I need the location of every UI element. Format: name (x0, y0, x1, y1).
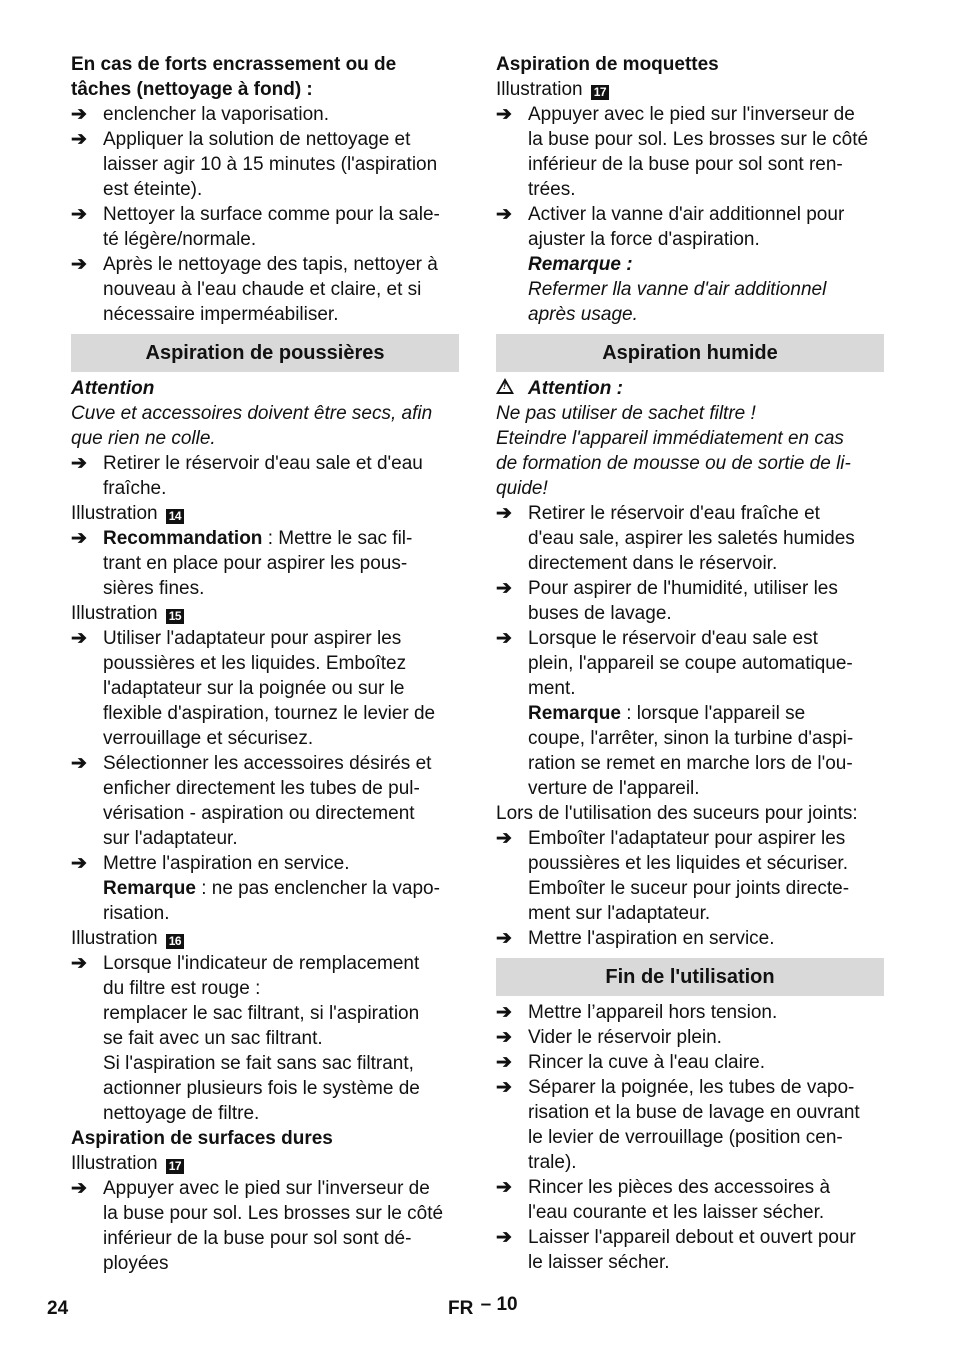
illustration-ref: Illustration 14 (71, 501, 459, 526)
list-item: ➔ Appuyer avec le pied sur l'inverseur de la buse pour sol. Les brosses sur le côté inférieur de la buse pour sol sont ren- trées. (496, 104, 869, 200)
arrow-right-icon: ➔ (496, 1077, 512, 1098)
arrow-right-icon: ➔ (496, 503, 512, 524)
right-column: Aspiration de moquettes Illustration 17 ➔ Appuyer avec le pied sur l'inverseur de la buse pour sol. Les brosses sur le côté inférieur de la buse pour sol sont ren- trées. ➔ Activer la vanne d'air additionnel pour ajuster la force d'aspiration. Remarque : Refermer lla vanne d'air additionnel après usage. Aspiration humide !Attention : Ne pas utiliser de sachet filtre ! Eteindre l'appareil immédiatement en cas de formation de mousse ou de sortie de li- quide! ➔ Retirer le réservoir d'eau fraîche et d'eau sale, aspirer les saletés humides directement dans le réservoir. ➔ Pour aspirer de l'humidité, utiliser les buses de lavage. ➔ Lorsque le réservoir d'eau sale est plein, l'appareil se coupe automatique- ment. Remarque : lorsque l'appareil se coupe, l'arrêter, sinon la turbine d'aspi- ration se remet en marche lors de l'ou- verture de l'appareil. Lors de l'utilisation des suceurs pour joints: ➔ Emboîter l'adaptateur pour aspirer les poussières et les liquides et sécuriser. Emboîter le suceur pour joints directe- ment sur l'adaptateur. ➔ Mettre l'aspiration en service. Fin de l'utilisation ➔ Mettre l’appareil hors tension. ➔ Vider le réservoir plein. ➔ Rincer la cuve à l'eau claire. ➔ Séparer la poignée, les tubes de vapo- risation et la buse de lavage en ouvrant le levier de verrouillage (position cen- trale). ➔ Rincer les pièces des accessoires à l'eau courante et les laisser sécher. ➔ Laisser l'appareil debout et ouvert pour le laisser sécher. (496, 52, 884, 1275)
arrow-right-icon: ➔ (496, 578, 512, 599)
arrow-right-icon: ➔ (496, 628, 512, 649)
list-item: ➔ Mettre l'aspiration en service. Remarque : ne pas enclencher la vapo- risation. (71, 853, 440, 924)
list-item: ➔ enclencher la vaporisation. (71, 104, 330, 125)
list-item: ➔ Séparer la poignée, les tubes de vapo- risation et la buse de lavage en ouvrant le levier de verrouillage (position cen- trale). (496, 1077, 860, 1173)
illustration-ref: Illustration 16 (71, 926, 459, 951)
note-block: Remarque : Refermer lla vanne d'air additionnel après usage. (528, 254, 827, 325)
arrow-right-icon: ➔ (71, 528, 87, 549)
arrow-right-icon: ➔ (496, 828, 512, 849)
list-item: ➔ Emboîter l'adaptateur pour aspirer les poussières et les liquides et sécuriser. Emboîter le suceur pour joints directe- ment sur l'adaptateur. (496, 828, 850, 924)
figure-number-badge: 16 (166, 934, 184, 949)
arrow-right-icon: ➔ (71, 1178, 87, 1199)
language-page-marker: FR – 10 (448, 1294, 518, 1319)
heading-carpets: Aspiration de moquettes (496, 54, 719, 75)
section-title-end: Fin de l'utilisation (496, 958, 884, 996)
list-item: ➔ Nettoyer la surface comme pour la sale- té légère/normale. (71, 204, 440, 250)
list-item: ➔ Mettre l’appareil hors tension. (496, 1002, 778, 1023)
list-item: ➔ Rincer les pièces des accessoires à l'eau courante et les laisser sécher. (496, 1177, 831, 1223)
list-item: ➔ Activer la vanne d'air additionnel pour ajuster la force d'aspiration. (496, 204, 845, 250)
list-item: ➔ Laisser l'appareil debout et ouvert pour le laisser sécher. (496, 1227, 856, 1273)
paragraph-joints: Lors de l'utilisation des suceurs pour joints: (496, 803, 858, 824)
arrow-right-icon: ➔ (71, 953, 87, 974)
note-block: Remarque : lorsque l'appareil se coupe, l'arrêter, sinon la turbine d'aspi- ration se remet en marche lors de l'ou- verture de l'appareil. (528, 703, 854, 799)
list-item: ➔ Mettre l'aspiration en service. (496, 928, 775, 949)
list-item: ➔ Appliquer la solution de nettoyage et laisser agir 10 à 15 minutes (l'aspiration est éteinte). (71, 129, 438, 200)
arrow-right-icon: ➔ (71, 453, 87, 474)
arrow-right-icon: ➔ (71, 204, 87, 225)
warning-triangle-icon (496, 378, 514, 394)
arrow-right-icon: ➔ (71, 129, 87, 150)
heading-hard-surfaces: Aspiration de surfaces dures (71, 1128, 333, 1149)
list-item: ➔ Sélectionner les accessoires désirés et enficher directement les tubes de pul- vérisation - aspiration ou directement sur l'adaptateur. (71, 753, 432, 849)
list-item: ➔ Après le nettoyage des tapis, nettoyer à nouveau à l'eau chaude et claire, et si nécessaire imperméabiliser. (71, 254, 438, 325)
left-column: En cas de forts encrassement ou de tâches (nettoyage à fond) : ➔ enclencher la vaporisation. ➔ Appliquer la solution de nettoyage et laisser agir 10 à 15 minutes (l'aspiration est éteinte). ➔ Nettoyer la surface comme pour la sale- té légère/normale. ➔ Après le nettoyage des tapis, nettoyer à nouveau à l'eau chaude et claire, et si nécessaire imperméabiliser. Aspiration de poussières Attention Cuve et accessoires doivent être secs, afin que rien ne colle. ➔ Retirer le réservoir d'eau sale et d'eau fraîche. Illustration 14 ➔ Recommandation : Mettre le sac fil- trant en place pour aspirer les pous- sières fines. Illustration 15 ➔ Utiliser l'adaptateur pour aspirer les poussières et les liquides. Emboîtez l'adaptateur sur la poignée ou sur le flexible d'aspiration, tournez le levier de verrouillage et sécurisez. ➔ Sélectionner les accessoires désirés et enficher directement les tubes de pul- vérisation - aspiration ou directement sur l'adaptateur. ➔ Mettre l'aspiration en service. Remarque : ne pas enclencher la vapo- risation. Illustration 16 ➔ Lorsque l'indicateur de remplacement du filtre est rouge : remplacer le sac filtrant, si l'aspiration se fait avec un sac filtrant. Si l'aspiration se fait sans sac filtrant, actionner plusieurs fois le système de nettoyage de filtre. Aspiration de surfaces dures Illustration 17 ➔ Appuyer avec le pied sur l'inverseur de la buse pour sol. Les brosses sur le côté inférieur de la buse pour sol sont dé- ployées (71, 52, 459, 1276)
arrow-right-icon: ➔ (71, 104, 87, 125)
attention-label: !Attention : (496, 376, 884, 401)
arrow-right-icon: ➔ (71, 753, 87, 774)
section-title-dust: Aspiration de poussières (71, 334, 459, 372)
attention-label: Attention (71, 378, 155, 399)
arrow-right-icon: ➔ (496, 204, 512, 225)
list-item: ➔ Lorsque le réservoir d'eau sale est plein, l'appareil se coupe automatique- ment. (496, 628, 853, 699)
section-title-wet: Aspiration humide (496, 334, 884, 372)
list-item: ➔ Appuyer avec le pied sur l'inverseur de la buse pour sol. Les brosses sur le côté inférieur de la buse pour sol sont dé- ployées (71, 1178, 444, 1274)
arrow-right-icon: ➔ (71, 254, 87, 275)
list-item: ➔ Retirer le réservoir d'eau sale et d'eau fraîche. (71, 453, 423, 499)
figure-number-badge: 15 (166, 609, 184, 624)
arrow-right-icon: ➔ (496, 104, 512, 125)
figure-number-badge: 17 (166, 1159, 184, 1174)
arrow-right-icon: ➔ (71, 628, 87, 649)
list-item: ➔ Recommandation : Mettre le sac fil- trant en place pour aspirer les pous- sières fines. (71, 528, 413, 599)
arrow-right-icon: ➔ (496, 928, 512, 949)
figure-number-badge: 17 (591, 85, 609, 100)
heading-heavy-soiling: En cas de forts encrassement ou de tâches (nettoyage à fond) : (71, 54, 397, 100)
list-item: ➔ Utiliser l'adaptateur pour aspirer les poussières et les liquides. Emboîtez l'adaptateur sur la poignée ou sur le flexible d'aspiration, tournez le levier de verrouillage et sécurisez. (71, 628, 436, 749)
page-number: 24 (47, 1298, 69, 1319)
arrow-right-icon: ➔ (496, 1027, 512, 1048)
list-item: ➔ Vider le réservoir plein. (496, 1027, 722, 1048)
illustration-ref: Illustration 15 (71, 601, 459, 626)
illustration-ref: Illustration 17 (496, 77, 884, 102)
list-item: ➔ Retirer le réservoir d'eau fraîche et d'eau sale, aspirer les saletés humides directement dans le réservoir. (496, 503, 855, 574)
arrow-right-icon: ➔ (496, 1002, 512, 1023)
list-item: ➔ Lorsque l'indicateur de remplacement du filtre est rouge : remplacer le sac filtrant, si l'aspiration se fait avec un sac filtrant. Si l'aspiration se fait sans sac filtrant, actionner plusieurs fois le système de nettoyage de filtre. (71, 953, 420, 1124)
list-heavy-soiling (71, 102, 459, 327)
arrow-right-icon: ➔ (71, 853, 87, 874)
illustration-ref: Illustration 17 (71, 1151, 459, 1176)
figure-number-badge: 14 (166, 509, 184, 524)
list-item: ➔ Rincer la cuve à l'eau claire. (496, 1052, 766, 1073)
arrow-right-icon: ➔ (496, 1227, 512, 1248)
list-item: ➔ Pour aspirer de l'humidité, utiliser les buses de lavage. (496, 578, 838, 624)
arrow-right-icon: ➔ (496, 1177, 512, 1198)
arrow-right-icon: ➔ (496, 1052, 512, 1073)
